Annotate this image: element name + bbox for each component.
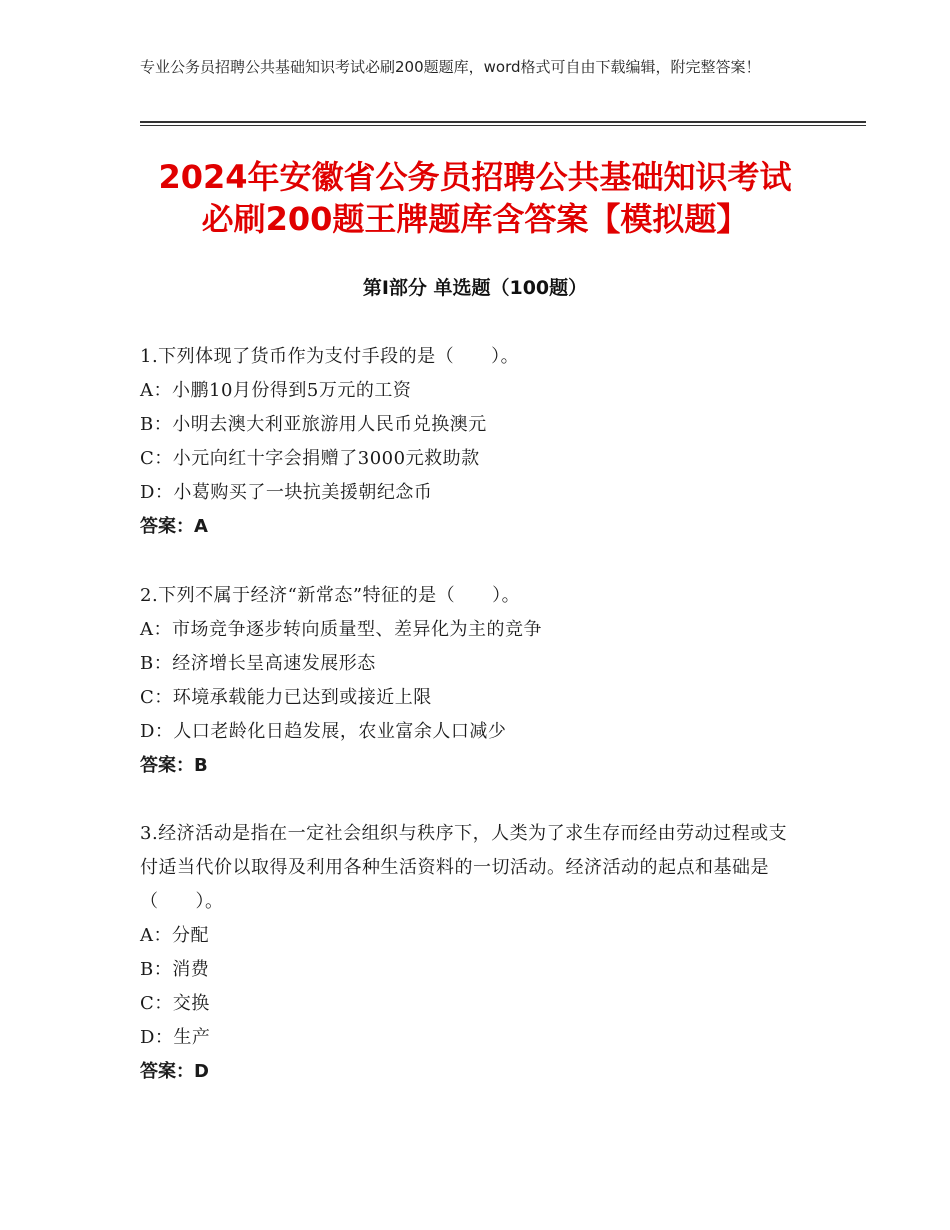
option-b: B：小明去澳大利亚旅游用人民币兑换澳元 xyxy=(140,414,487,435)
document-title-line-2: 必刷200题王牌题库含答案【模拟题】 xyxy=(201,200,749,238)
option-c: C：交换 xyxy=(140,993,210,1014)
option-c: C：小元向红十字会捐赠了3000元救助款 xyxy=(140,448,480,469)
document-title xyxy=(80,156,870,240)
document-title-line-1: 2024年安徽省公务员招聘公共基础知识考试 xyxy=(158,158,792,196)
question-stem: 1.下列体现了货币作为支付手段的是（ ）。 xyxy=(140,346,520,367)
header-divider xyxy=(140,121,866,126)
option-a: A：分配 xyxy=(140,925,209,946)
option-b: B：经济增长呈高速发展形态 xyxy=(140,653,376,674)
option-a: A：小鹏10月份得到5万元的工资 xyxy=(140,380,412,401)
option-a: A：市场竞争逐步转向质量型、差异化为主的竞争 xyxy=(140,619,542,640)
question-3 xyxy=(140,817,800,1089)
question-2 xyxy=(140,579,800,783)
question-stem: 3.经济活动是指在一定社会组织与秩序下，人类为了求生存而经由劳动过程或支付适当代价以取得及利用各种生活资料的一切活动。经济活动的起点和基础是（ ）。 xyxy=(140,823,788,912)
option-d: D：人口老龄化日趋发展，农业富余人口减少 xyxy=(140,721,507,742)
question-1 xyxy=(140,340,800,544)
option-b: B：消费 xyxy=(140,959,210,980)
header-note: 专业公务员招聘公共基础知识考试必刷200题题库，word格式可自由下载编辑，附完整答案！ xyxy=(140,58,761,76)
section-title: 第Ⅰ部分 单选题（100题） xyxy=(362,277,588,299)
answer-label: 答案：A xyxy=(140,516,208,537)
answer-label: 答案：D xyxy=(140,1061,209,1082)
answer-label: 答案：B xyxy=(140,755,208,776)
question-stem: 2.下列不属于经济“新常态”特征的是（ ）。 xyxy=(140,585,521,606)
option-d: D：小葛购买了一块抗美援朝纪念币 xyxy=(140,482,433,503)
option-d: D：生产 xyxy=(140,1027,211,1048)
option-c: C：环境承载能力已达到或接近上限 xyxy=(140,687,432,708)
